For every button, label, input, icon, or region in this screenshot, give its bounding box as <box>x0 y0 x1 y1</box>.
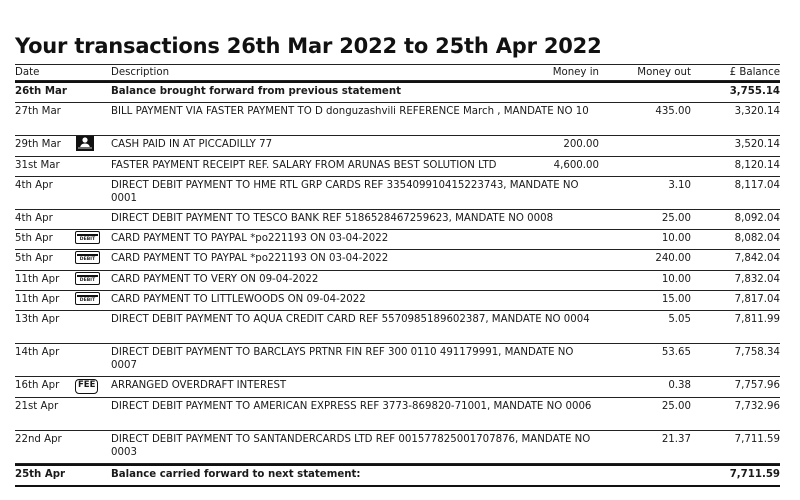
row-money-out: 25.00 <box>661 400 691 412</box>
row-description: DIRECT DEBIT PAYMENT TO TESCO BANK REF 5186528467259623, MANDATE NO 0008 <box>111 212 554 224</box>
row-balance: 7,817.04 <box>734 294 780 306</box>
row-description: CARD PAYMENT TO PAYPAL *po221193 ON 03-04-2022 <box>111 233 389 245</box>
row-balance: 7,758.34 <box>734 347 780 359</box>
row-description: Balance brought forward from previous statement <box>111 86 401 97</box>
table-row <box>15 230 780 250</box>
table-row <box>15 311 780 344</box>
table-row <box>15 271 780 291</box>
table-row <box>15 103 780 136</box>
row-balance: 7,832.04 <box>734 273 780 285</box>
row-date: 27th Mar <box>15 106 61 118</box>
row-description: Balance carried forward to next statement: <box>111 468 361 480</box>
table-header <box>15 64 780 81</box>
row-date: 25th Apr <box>15 468 66 480</box>
header-money-out: Money out <box>637 67 691 78</box>
debit-icon-label: DEBIT <box>79 298 96 304</box>
fee-icon-label: FEE <box>75 379 98 394</box>
row-date: 13th Apr <box>15 314 60 326</box>
row-money-out: 10.00 <box>661 233 691 245</box>
row-money-in: 4,600.00 <box>553 159 599 171</box>
debit-icon-label: DEBIT <box>79 277 96 283</box>
row-balance: 3,520.14 <box>734 139 780 151</box>
row-money-out: 0.38 <box>668 380 691 392</box>
row-date: 22nd Apr <box>15 433 62 445</box>
row-description: CARD PAYMENT TO PAYPAL *po221193 ON 03-04-2022 <box>111 253 389 265</box>
table-row <box>15 464 780 487</box>
row-balance: 7,842.04 <box>734 253 780 265</box>
table-body <box>15 81 780 487</box>
row-balance: 7,732.96 <box>734 400 780 412</box>
table-row <box>15 431 780 464</box>
row-description: DIRECT DEBIT PAYMENT TO SANTANDERCARDS LTD REF 001577825001707876, MANDATE NO 0003 <box>111 433 591 458</box>
table-row <box>15 250 780 270</box>
table-row <box>15 81 780 103</box>
row-description: ARRANGED OVERDRAFT INTEREST <box>111 380 287 392</box>
row-balance: 7,811.99 <box>734 314 780 326</box>
header-money-in: Money in <box>552 67 599 78</box>
row-balance: 7,711.59 <box>729 468 780 480</box>
table-row <box>15 377 780 397</box>
header-description: Description <box>111 67 170 78</box>
row-money-out: 435.00 <box>655 106 691 118</box>
row-description: DIRECT DEBIT PAYMENT TO HME RTL GRP CARDS REF 335409910415223743, MANDATE NO 0001 <box>111 179 579 204</box>
debit-icon-label: DEBIT <box>79 237 96 243</box>
header-balance: £ Balance <box>729 67 780 78</box>
row-money-out: 15.00 <box>661 294 691 306</box>
table-row <box>15 157 780 177</box>
debit-card-icon <box>75 292 100 309</box>
row-money-out: 5.05 <box>668 314 691 326</box>
row-description: BILL PAYMENT VIA FASTER PAYMENT TO D donguzashvili REFERENCE March , MANDATE NO 10 <box>111 106 589 118</box>
row-description: CARD PAYMENT TO LITTLEWOODS ON 09-04-2022 <box>111 294 366 306</box>
table-row <box>15 291 780 311</box>
row-money-out: 10.00 <box>661 273 691 285</box>
row-date: 31st Mar <box>15 159 60 171</box>
page-title: Your transactions 26th Mar 2022 to 25th Apr 2022 <box>15 34 602 58</box>
row-balance: 8,092.04 <box>734 212 780 224</box>
row-balance: 8,082.04 <box>734 233 780 245</box>
row-date: 5th Apr <box>15 253 53 265</box>
row-balance: 3,320.14 <box>734 106 780 118</box>
row-money-out: 3.10 <box>668 179 691 191</box>
debit-card-icon <box>75 251 100 268</box>
row-money-out: 240.00 <box>655 253 691 265</box>
debit-card-icon <box>75 231 100 248</box>
row-description: DIRECT DEBIT PAYMENT TO AMERICAN EXPRESS REF 3773-869820-71001, MANDATE NO 0006 <box>111 400 592 412</box>
row-date: 5th Apr <box>15 233 53 245</box>
row-date: 4th Apr <box>15 179 53 191</box>
row-description: CARD PAYMENT TO VERY ON 09-04-2022 <box>111 273 319 285</box>
row-date: 14th Apr <box>15 347 60 359</box>
cash-icon <box>75 137 95 156</box>
row-balance: 7,757.96 <box>734 380 780 392</box>
row-date: 11th Apr <box>15 294 60 306</box>
row-date: 16th Apr <box>15 380 60 392</box>
header-date: Date <box>15 67 40 78</box>
row-date: 26th Mar <box>15 86 67 97</box>
table-row <box>15 177 780 210</box>
table-row <box>15 136 780 156</box>
row-balance: 8,120.14 <box>734 159 780 171</box>
row-description: CASH PAID IN AT PICCADILLY 77 <box>111 139 273 151</box>
row-money-out: 25.00 <box>661 212 691 224</box>
row-money-in: 200.00 <box>563 139 599 151</box>
debit-card-icon <box>75 272 100 289</box>
row-date: 21st Apr <box>15 400 59 412</box>
row-balance: 7,711.59 <box>734 433 780 445</box>
transactions-table <box>15 64 780 487</box>
row-money-out: 53.65 <box>661 347 691 359</box>
debit-icon-label: DEBIT <box>79 257 96 263</box>
row-balance: 3,755.14 <box>729 86 780 97</box>
row-balance: 8,117.04 <box>734 179 780 191</box>
row-description: DIRECT DEBIT PAYMENT TO AQUA CREDIT CARD REF 5570985189602387, MANDATE NO 0004 <box>111 314 590 326</box>
row-date: 4th Apr <box>15 212 53 224</box>
row-date: 11th Apr <box>15 273 60 285</box>
row-date: 29th Mar <box>15 139 61 151</box>
row-description: FASTER PAYMENT RECEIPT REF. SALARY FROM ARUNAS BEST SOLUTION LTD <box>111 159 497 171</box>
table-row <box>15 344 780 377</box>
row-money-out: 21.37 <box>661 433 691 445</box>
row-description: DIRECT DEBIT PAYMENT TO BARCLAYS PRTNR FIN REF 300 0110 491179991, MANDATE NO 0007 <box>111 347 574 372</box>
table-row <box>15 210 780 230</box>
fee-icon <box>75 378 98 394</box>
table-row <box>15 398 780 431</box>
